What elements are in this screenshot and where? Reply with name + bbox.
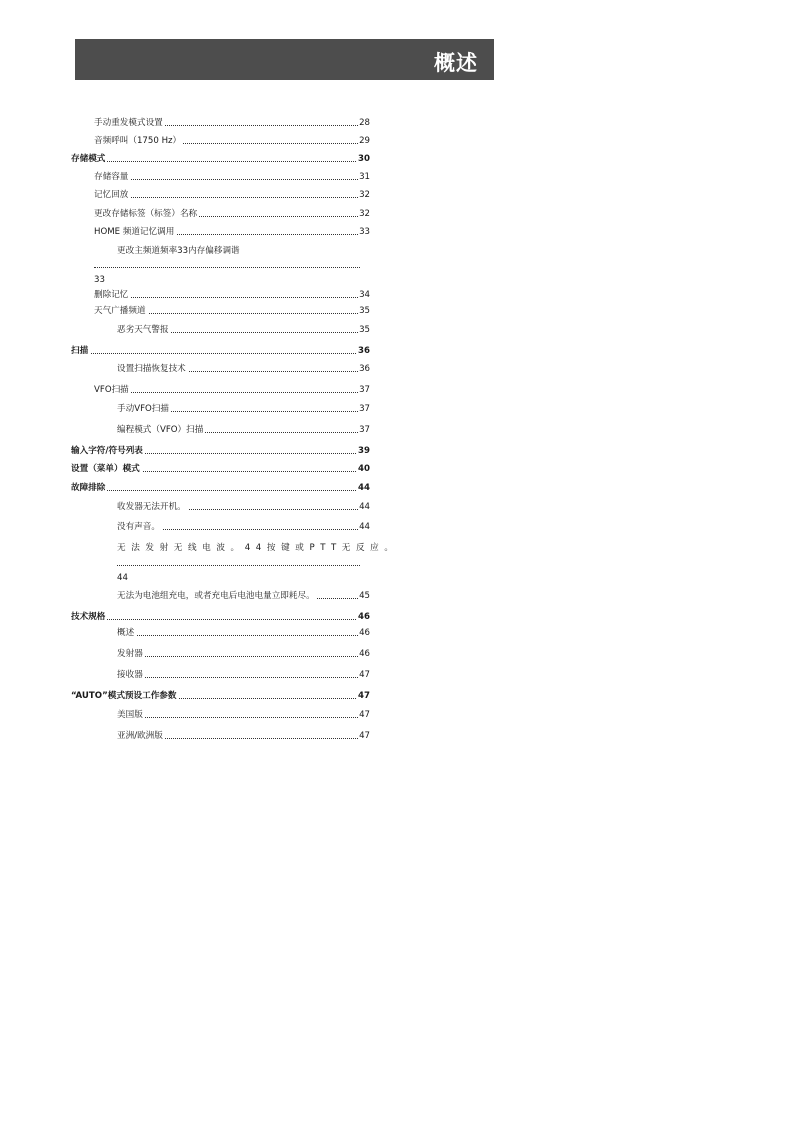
toc-leader-dots <box>71 353 370 354</box>
toc-entry-page: 37 <box>359 385 370 395</box>
toc-entry-label: 设置扫描恢复技术 <box>117 364 186 374</box>
toc-entry[interactable] <box>71 689 370 703</box>
toc-entry-page: 46 <box>359 628 370 638</box>
toc-entry-label: 没有声音。 <box>117 522 160 532</box>
toc-entry[interactable] <box>94 170 370 184</box>
toc-entry-label: 天气广播频道 <box>94 306 146 316</box>
toc-entry[interactable] <box>71 344 370 358</box>
toc-entry-page: 37 <box>359 425 370 435</box>
toc-entry-label: VFO扫描 <box>94 385 129 395</box>
toc-leader-dots <box>117 656 370 657</box>
toc-entry[interactable] <box>117 402 370 416</box>
toc-entry-label: 概述 <box>117 628 135 638</box>
toc-entry[interactable] <box>71 462 370 476</box>
toc-entry-page: 47 <box>358 691 370 701</box>
toc-entry-page: 28 <box>359 118 370 128</box>
toc-entry-page: 32 <box>359 190 370 200</box>
toc-entry-page: 46 <box>358 612 370 622</box>
toc-leader-dots <box>71 619 370 620</box>
toc-entry[interactable] <box>117 729 370 743</box>
toc-entry-page: 33 <box>359 227 370 237</box>
toc-entry-label: 手动VFO扫描 <box>117 404 169 414</box>
toc-entry-label: 接收器 <box>117 670 143 680</box>
toc-entry-label: 更改存储标签（标签）名称 <box>94 209 198 219</box>
toc-entry-page: 47 <box>359 670 370 680</box>
toc-entry-label: HOME 频道记忆调用 <box>94 227 175 237</box>
toc-entry-page: 40 <box>358 464 370 474</box>
toc-entry[interactable] <box>71 152 370 166</box>
toc-leader-dots <box>71 161 370 162</box>
toc-entry[interactable] <box>117 500 370 514</box>
toc-entry[interactable] <box>117 626 370 640</box>
toc-entry-label: 恶劣天气警报 <box>117 325 169 335</box>
toc-entry[interactable] <box>94 383 370 397</box>
toc-leader-dots <box>117 717 370 718</box>
toc-entry-label: 音频呼叫（1750 Hz） <box>94 136 182 146</box>
toc-entry-label: 记忆回放 <box>94 190 129 200</box>
toc-leader-dots <box>94 297 370 298</box>
toc-entry-label: 输入字符/符号列表 <box>71 446 143 456</box>
toc-entry[interactable] <box>71 481 370 495</box>
toc-leader-dots <box>117 635 370 636</box>
toc-entry-page: 44 <box>359 522 370 532</box>
toc-entry[interactable] <box>117 323 370 337</box>
toc-entry[interactable] <box>117 668 370 682</box>
toc-entry-page: 35 <box>359 325 370 335</box>
toc-entry[interactable] <box>94 225 370 239</box>
toc-entry[interactable] <box>94 288 370 302</box>
toc-entry-page: 29 <box>359 136 370 146</box>
toc-entry-page: 36 <box>358 346 370 356</box>
toc-leader-dots <box>117 565 360 566</box>
toc-entry[interactable] <box>117 520 370 534</box>
toc-entry-label: 亚洲/欧洲版 <box>117 731 163 741</box>
toc-entry-label: 存储模式 <box>71 154 106 164</box>
toc-entry-label: 故障排除 <box>71 483 106 493</box>
toc-leader-dots <box>94 197 370 198</box>
toc-entry-page: 47 <box>359 710 370 720</box>
toc-entry-page: 46 <box>359 649 370 659</box>
toc-entry-page: 47 <box>359 731 370 741</box>
toc-entry-label: 技术规格 <box>71 612 106 622</box>
toc-entry-page: 44 <box>359 502 370 512</box>
toc-entry[interactable] <box>94 134 370 148</box>
toc-entry-page: 32 <box>359 209 370 219</box>
section-title: 概述 <box>434 51 478 75</box>
toc-entry[interactable] <box>71 610 370 624</box>
toc-entry-page: 34 <box>359 290 370 300</box>
toc-entry-label: 编程模式（VFO）扫描 <box>117 425 204 435</box>
toc-leader-dots <box>94 392 370 393</box>
toc-leader-dots <box>117 677 370 678</box>
toc-entry-page: 35 <box>359 306 370 316</box>
toc-entry[interactable] <box>94 304 370 318</box>
toc-entry-label: 发射器 <box>117 649 143 659</box>
toc-entry-label: 无法发射无线电波。44按键或PTT无反应。 <box>117 543 399 553</box>
toc-entry-page: 45 <box>359 591 370 601</box>
toc-entry[interactable] <box>117 647 370 661</box>
toc-entry-page: 44 <box>117 573 128 583</box>
toc-entry-page: 37 <box>359 404 370 414</box>
toc-entry-page: 30 <box>358 154 370 164</box>
toc-entry[interactable] <box>94 116 370 130</box>
toc-entry[interactable] <box>117 423 370 437</box>
toc-leader-dots <box>94 267 360 268</box>
toc-entry-label: 美国版 <box>117 710 143 720</box>
toc-entry-label: 删除记忆 <box>94 290 129 300</box>
toc-entry-page: 31 <box>359 172 370 182</box>
toc-entry-label: 收发器无法开机。 <box>117 502 186 512</box>
toc-entry-label: 手动重发模式设置 <box>94 118 163 128</box>
toc-entry-label: 无法为电池组充电，或者充电后电池电量立即耗尽。 <box>117 591 315 601</box>
toc-entry-page: 33 <box>94 275 105 285</box>
toc-entry-label: 存储容量 <box>94 172 129 182</box>
toc-entry[interactable] <box>94 207 370 221</box>
toc-entry-page: 36 <box>359 364 370 374</box>
toc-entry-label: “AUTO”模式预设工作参数 <box>71 691 177 701</box>
toc-entry[interactable] <box>117 362 370 376</box>
toc-entry-label: 设置（菜单）模式 <box>71 464 140 474</box>
toc-entry-label: 扫描 <box>71 346 89 356</box>
toc-leader-dots <box>71 490 370 491</box>
toc-entry[interactable] <box>117 708 370 722</box>
toc-entry[interactable] <box>117 589 370 603</box>
toc-leader-dots <box>94 179 370 180</box>
toc-entry-page: 44 <box>358 483 370 493</box>
toc-entry[interactable] <box>94 188 370 202</box>
toc-entry[interactable] <box>71 444 370 458</box>
toc-entry-page: 39 <box>358 446 370 456</box>
toc-entry-label: 更改主频道频率33内存偏移调谐 <box>117 246 240 256</box>
